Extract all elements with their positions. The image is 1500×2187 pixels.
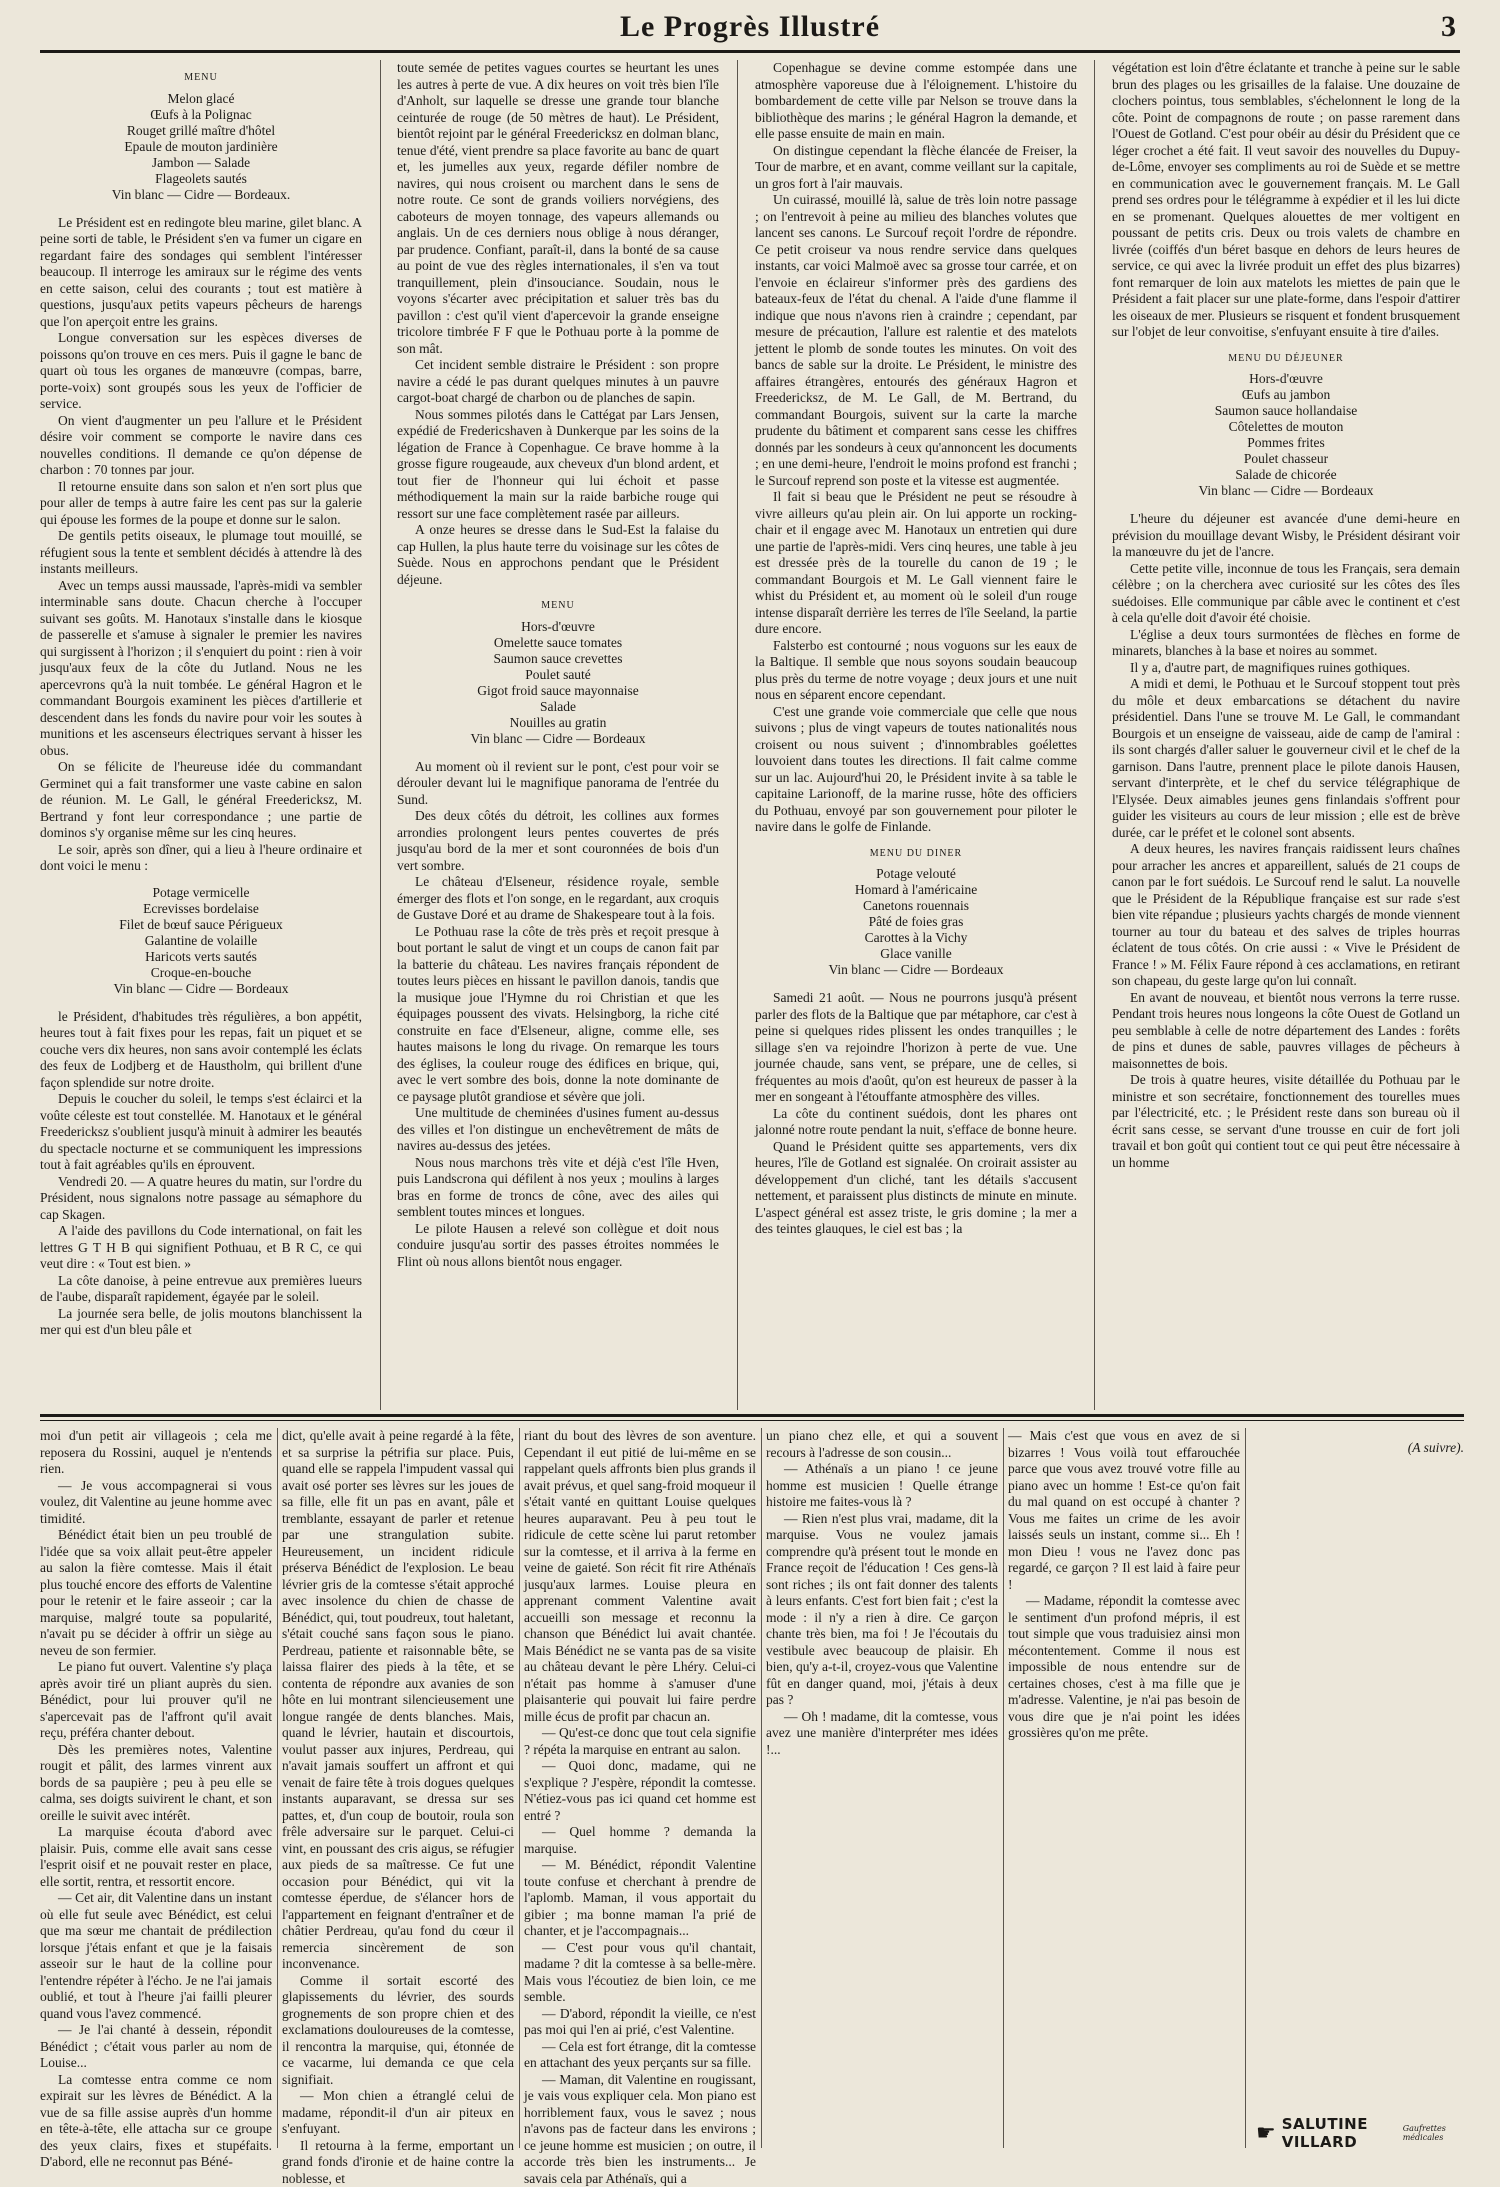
paragraph: — Quoi donc, madame, qui ne s'explique ? J'espère, répondit la comtesse. N'étiez-vous pas ici quand cet homme est entré ? bbox=[524, 1758, 756, 1824]
feuilleton-column-4 bbox=[766, 1428, 998, 2148]
paragraph: Le piano fut ouvert. Valentine s'y plaça après avoir tiré un pliant auprès du sien. Bénédict, pour lui prouver qu'il ne s'apercevait pas de l'affront qu'il avait reçu, préféra chanter debout. bbox=[40, 1659, 272, 1742]
menu-item: Pâté de foies gras bbox=[755, 914, 1077, 930]
column-rule bbox=[519, 1428, 520, 2148]
menu-item: Haricots verts sautés bbox=[40, 949, 362, 965]
paragraph: Cette petite ville, inconnue de tous les Français, sera demain célèbre ; on la cherchera avec curiosité sur les côtes des îles suédoises. Elle communique par câble avec le continent et c'est à cela qu'elle doit d'avoir été choisie. bbox=[1112, 561, 1460, 627]
paragraph: La côte danoise, à peine entrevue aux premières lueurs de l'aube, disparaît rapidement, égayée par le soleil. bbox=[40, 1273, 362, 1306]
menu-item: Hors-d'œuvre bbox=[397, 619, 719, 635]
paragraph: A l'aide des pavillons du Code international, on fait les lettres G T H B qui signifient Pothuau, et B R C, ce qui veut dire : « Tout est bien. » bbox=[40, 1223, 362, 1273]
paragraph: Bénédict était bien un peu troublé de l'idée que sa voix allait peut-être appeler au salon la fière comtesse. Mais il était plus touché encore des efforts de Valentine pour le retenir et le faire asseoir ; car la marquise, malgré toute sa popularité, n'avait pu se décider à offrir un siège au neveu de son fermier. bbox=[40, 1527, 272, 1659]
paragraph: le Président, d'habitudes très régulières, a bon appétit, heures tout à fait fixes pour les repas, fait un piquet et se couche vers dix heures, non sans avoir contemplé les éclats des feux de Lodjberg et de Haustholm, qui brillent d'une façon splendide sur notre droite. bbox=[40, 1009, 362, 1092]
paragraph: L'église a deux tours surmontées de flèches en forme de minarets, blanches à la base et noires au sommet. bbox=[1112, 627, 1460, 660]
page-title: Le Progrès Illustré bbox=[40, 10, 1460, 44]
menu-item: Hors-d'œuvre bbox=[1112, 371, 1460, 387]
paragraph: On se félicite de l'heureuse idée du commandant Germinet qui a fait transformer une vaste cabine en salon de réunion. M. Le Gall, le général Freedericksz, M. Bertrand y font leur correspondance ; une partie de dominos s'y organise même sur les cinq heures. bbox=[40, 759, 362, 842]
menu-item: Œufs à la Polignac bbox=[40, 107, 362, 123]
paragraph: La comtesse entra comme ce nom expirait sur les lèvres de Bénédict. A la vue de sa fille assise auprès d'un homme en tête-à-tête, elle attacha sur ce groupe des yeux clairs, fixes et stupéfaits. D'abord, elle ne reconnut pas Béné- bbox=[40, 2072, 272, 2171]
menu-item: Glace vanille bbox=[755, 946, 1077, 962]
paragraph: La marquise écouta d'abord avec plaisir. Puis, comme elle avait sans cesse l'esprit oisif et ne pouvait rester en place, elle sortit, rentra, et ressortit encore. bbox=[40, 1824, 272, 1890]
paragraph: riant du bout des lèvres de son aventure. Cependant il eut pitié de lui-même en se rappelant quels affronts bien plus grands il avait prévus, et quel sang-froid moqueur il s'était vanté en quittant Louise quelques heures auparavant. Peu à peu tout le ridicule de cette scène lui parut retomber sur la comtesse, et il arriva à la ferme en veine de gaieté. Son récit fit rire Athénaïs jusqu'aux larmes. Louise pleura en apprenant comment Valentine avait accueilli son message et reconnu la chanson que Bénédict lui avait chantée. Mais Bénédict ne se vanta pas de sa visite au château devant le père Lhéry. Celui-ci n'était pas homme à s'amuser d'une plaisanterie qui pouvait lui faire perdre mille écus de profit par chacun an. bbox=[524, 1428, 756, 1725]
paragraph: Dès les premières notes, Valentine rougit et pâlit, des larmes vinrent aux bords de sa paupière ; peu à peu elle se calma, ses doigts suivirent le chant, et son oreille le suivit avec intérêt. bbox=[40, 1742, 272, 1825]
column-rule bbox=[737, 60, 738, 1410]
paragraph: — Maman, dit Valentine en rougissant, je vais vous expliquer cela. Mon piano est horriblement faux, vous le savez ; nous n'avons pas de facteur dans les environs ; ce jeune homme est musicien ; on outre, il accorde très bien les instruments... Je savais cela par Athénaïs, qui a bbox=[524, 2072, 756, 2187]
paragraph: — Cet air, dit Valentine dans un instant où elle fut seule avec Bénédict, est celui que ma sœur me chantait de prédilection lorsque j'étais enfant et que je la faisais asseoir sur le haut de la colline pour l'entendre répéter à l'écho. Je ne l'ai jamais oublié, et tout à l'heure j'ai failli pleurer quand vous l'avez commencé. bbox=[40, 1890, 272, 2022]
paragraph: — D'abord, répondit la vieille, ce n'est pas moi qui l'en ai prié, c'est Valentine. bbox=[524, 2006, 756, 2039]
paragraph: — Quel homme ? demanda la marquise. bbox=[524, 1824, 756, 1857]
pointing-hand-icon: ☛ bbox=[1256, 2121, 1276, 2146]
paragraph: Des deux côtés du détroit, les collines aux formes arrondies prolongent leurs pentes couvertes de prés jusqu'au bord de la mer et sont couronnées de bois d'un vert sombre. bbox=[397, 808, 719, 874]
paragraph: Nous sommes pilotés dans le Cattégat par Lars Jensen, expédié de Fredericshaven à Dunkerque par les soins de la légation de France à Copenhague. Ce brave homme à la grosse figure rougeaude, aux cheveux d'un blond ardent, et tout fier de l'honneur qui lui échoit et passe méthodiquement la main sur la raide barbiche rouge qui ressort sur une face complètement rasée par ailleurs. bbox=[397, 407, 719, 523]
paragraph: Une multitude de cheminées d'usines fument au-dessus des villes et l'on distingue un enchevêtrement de mâts de navires au-dessus des jetées. bbox=[397, 1105, 719, 1155]
paragraph: Nous nous marchons très vite et déjà c'est l'île Hven, puis Landscrona qui défilent à nos yeux ; moulins à larges bras en forme de troncs de cône, avec des ailes qui semblent toutes minces et longues. bbox=[397, 1155, 719, 1221]
paragraph: Il y a, d'autre part, de magnifiques ruines gothiques. bbox=[1112, 660, 1460, 677]
menu-item: Potage velouté bbox=[755, 866, 1077, 882]
menu-block bbox=[397, 598, 719, 747]
menu-block bbox=[1112, 351, 1460, 500]
paragraph: Le château d'Elseneur, résidence royale, semble émerger des flots et l'on songe, en le regardant, aux croquis de Gustave Doré et au drame de Shakespeare tout à la fois. bbox=[397, 874, 719, 924]
paragraph: A onze heures se dresse dans le Sud-Est la falaise du cap Hullen, la plus haute terre du voisinage sur les côtes de Suède. Nous en approchons pendant que le Président déjeune. bbox=[397, 522, 719, 588]
menu-item: Côtelettes de mouton bbox=[1112, 419, 1460, 435]
menu-item: Rouget grillé maître d'hôtel bbox=[40, 123, 362, 139]
paragraph: On vient d'augmenter un peu l'allure et le Président désire voir comment se comporte le navire dans ces nouvelles conditions. Il demande ce qu'on dépense de charbon : 70 tonnes par jour. bbox=[40, 413, 362, 479]
paragraph: Le Pothuau rase la côte de très près et reçoit presque à bout portant le salut de vingt et un coups de canon fait par la batterie du château. Les navires français répondent de toutes leurs pièces en hissant le pavillon danois, tandis que la musique joue l'Hymne du roi Christian et que les équipages poussent des vivats. Helsingborg, la riche cité construite en face d'Elseneur, aligne, comme elle, ses hautes maisons le long du rivage. On remarque les tours des églises, la couleur rouge des édifices en brique, qui, avec le vert sombre des bois, donne la note dominante de ce paysage plutôt grandiose et sévère que joli. bbox=[397, 924, 719, 1106]
column-rule bbox=[1094, 60, 1095, 1410]
paragraph: Le soir, après son dîner, qui a lieu à l'heure ordinaire et dont voici le menu : bbox=[40, 842, 362, 875]
paragraph: Il fait si beau que le Président ne peut se résoudre à vivre ailleurs qu'au plein air. On lui apporte un rocking-chair et il engage avec M. Hanotaux un entretien qui dure une partie de l'après-midi. Vers cinq heures, une table à jeu est dressée près de la tourelle du canon de 19 ; le commandant Bourgois et M. Le Gall viennent faire le whist du Président et, au moment où le soleil d'un rouge intense disparaît derrière les terres de l'île Seeland, la partie dure encore. bbox=[755, 489, 1077, 638]
menu-item: Vin blanc — Cidre — Bordeaux bbox=[40, 981, 362, 997]
feuilleton-column-2 bbox=[282, 1428, 514, 2148]
paragraph: Falsterbo est contourné ; nous voguons sur les eaux de la Baltique. Il semble que nous soyons soudain beaucoup plus près du terme de notre voyage ; deux jours et une nuit nous en séparent encore cependant. bbox=[755, 638, 1077, 704]
masthead bbox=[40, 6, 1460, 53]
menu-block bbox=[40, 885, 362, 997]
menu-block bbox=[40, 70, 362, 203]
page-number: 3 bbox=[1441, 10, 1456, 44]
menu-title: MENU bbox=[40, 70, 362, 87]
paragraph: Le pilote Hausen a relevé son collègue et doit nous conduire jusqu'au sortir des passes étroites nommées le Flint où nous allons bientôt nous engager. bbox=[397, 1221, 719, 1271]
feuilleton-column-5 bbox=[1008, 1428, 1240, 2148]
paragraph: Cet incident semble distraire le Président : son propre navire a cédé le pas durant quelques minutes à un pauvre cargot-boat chargé de charbon ou de planches de sapin. bbox=[397, 357, 719, 407]
column-rule bbox=[1245, 1428, 1246, 2148]
paragraph: dict, qu'elle avait à peine regardé à la fête, et sa surprise la pétrifia sur place. Puis, quand elle se rappela l'impudent vassal qui avait osé porter ses lèvres sur les joues de sa fille, elle fit un pas en avant, pâle et tremblante, essayant de parler et retenue par une strangulation subite. Heureusement, un incident ridicule préserva Bénédict de l'explosion. Le beau lévrier gris de la comtesse s'était approché avec insolence du chien de chasse de Bénédict, qui, tout poudreux, tout haletant, s'était couché sans façon sous le piano. Perdreau, patiente et raisonnable bête, se laissa flairer des pieds à la tête, et se contenta de répondre aux avanies de son hôte en lui montrant silencieusement une longue rangée de dents blanches. Mais, quand le lévrier, hautain et discourtois, voulut passer aux injures, Perdreau, qui n'avait jamais souffert un affront et qui venait de faire tête à trois dogues quelques instants auparavant, se dressa sur ses pattes, et, d'un coup de boutoir, roula son frêle adversaire sur le parquet. Celui-ci vint, en poussant des cris aigus, se réfugier aux pieds de sa maîtresse. Ce fut une occasion pour Bénédict, qui vit la comtesse éperdue, de s'élancer hors de l'appartement en feignant d'entraîner et de châtier Perdreau, qu'au fond du cœur il remercia sincèrement de son inconvenance. bbox=[282, 1428, 514, 1973]
paragraph: — Rien n'est plus vrai, madame, dit la marquise. Vous ne voulez jamais comprendre qu'à présent tout le monde en France reçoit de l'éducation ! Ces gens-là sont riches ; ils ont fait donner des talents à leurs enfants. C'est fort bien fait ; c'est la mode : il n'y a rien à dire. Ce garçon chante très bien, ma foi ! Je l'écoutais du vestibule avec beaucoup de plaisir. Eh bien, qu'y a-t-il, croyez-vous que Valentine fût en danger quand, moi, j'étais à deux pas ? bbox=[766, 1511, 998, 1709]
paragraph: Copenhague se devine comme estompée dans une atmosphère vaporeuse due à l'éloignement. L'histoire du bombardement de cette ville par Nelson se trouve dans la bibliothèque des marins ; le général Hagron la demande, et elle passe ensuite de main en main. bbox=[755, 60, 1077, 143]
paragraph: — Je l'ai chanté à dessein, répondit Bénédict ; c'était vous parler au nom de Louise... bbox=[40, 2022, 272, 2072]
to-be-continued: (A suivre). bbox=[1250, 1440, 1464, 1457]
paragraph: C'est une grande voie commerciale que celle que nous suivons ; plus de vingt vapeurs de toutes nationalités nous croisent ou nous suivent ; d'innombrables goélettes louvoient dans toutes les directions. Il fait calme comme sur un lac. Aujourd'hui 20, le Président invite à sa table le capitaine Larionoff, de la marine russe, hôte des officiers du Pothuau, envoyé par son gouvernement pour piloter le navire dans le golfe de Finlande. bbox=[755, 704, 1077, 836]
paragraph: A deux heures, les navires français raidissent leurs chaînes pour arracher les ancres et appareillent, salués de 21 coups de canon par le fort suédois. Le Surcouf rend le salut. La nouvelle que le Président de la République française est sur rade s'est bien vite répandue ; plusieurs yachts chargés de monde viennent tourner au tour du bateau et des salves de triples hourras éclatent de tous côtés. On crie aussi : « Vive le Président de France ! » M. Félix Faure répond à ces acclamations, en retirant son chapeau, du geste large qu'on lui connaît. bbox=[1112, 841, 1460, 990]
article-column-1 bbox=[40, 60, 362, 1410]
menu-item: Vin blanc — Cidre — Bordeaux. bbox=[40, 187, 362, 203]
menu-item: Jambon — Salade bbox=[40, 155, 362, 171]
paragraph: Vendredi 20. — A quatre heures du matin, sur l'ordre du Président, nous signalons notre passage au sémaphore du cap Skagen. bbox=[40, 1174, 362, 1224]
menu-item: Carottes à la Vichy bbox=[755, 930, 1077, 946]
paragraph: végétation est loin d'être éclatante et tranche à peine sur le sable brun des plages ou les grisailles de la falaise. Une douzaine de clochers pointus, tous semblables, s'échelonnent le long de la côte. Point de compagnons de route ; on passe rarement dans l'Ouest de Gotland. C'est pour obéir au désir du Président que ce léger crochet a été fait. Il veut savoir des nouvelles du Dupuy-de-Lôme, envoyer ses compliments au roi de Suède et se mettre en communication avec le gouvernement français. M. Le Gall prend ses ordres pour le télégramme à expédier et il les lui dicte en se promenant. Quelques alouettes de mer voltigent en poussant de petits cris. Deux ou trois valets de chambre en livrée (coiffés d'un béret basque en dehors de leurs heures de service, ce qui avec la livrée produit un effet des plus bizarres) font remarquer de loin aux matelots les miettes de pain que le Président a fait placer sur une plate-forme, dans l'espoir d'attirer les oiseaux de mer. Plusieurs se risquent et fondent brusquement sur l'objet de leur convoitise, s'enfuyant ensuite à tire d'ailes. bbox=[1112, 60, 1460, 341]
paragraph: toute semée de petites vagues courtes se heurtant les unes les autres à perte de vue. A dix heures on voit très bien l'île d'Anholt, sur laquelle se dresse une grande tour blanche ceinturée de rouge (de 50 mètres de haut). Le Président, bientôt rejoint par le général Freedericksz en dolman blanc, tenue d'été, vient prendre sa place favorite au banc de quart et, les jumelles aux yeux, regarde défiler nombre de navires, qui nous croisent ou marchent dans le sens de notre route. Ce sont de grands voiliers norvégiens, des caboteurs de moyen tonnage, des vapeurs allemands ou anglais. Un de ces derniers nous oblige à nous déranger, par prudence. Confiant, paraît-il, dans la bonté de sa cause au point de vue des règles internationales, il s'en va tout tranquillement, plein d'insouciance. Soudain, nous le voyons s'écarter avec précipitation et saluer très bas du pavillon : c'est qu'il vient d'apercevoir la grande enseigne tricolore timbrée F F que le Pothuau porte à la pomme de son mât. bbox=[397, 60, 719, 357]
menu-item: Poulet sauté bbox=[397, 667, 719, 683]
section-divider bbox=[40, 1420, 1464, 1421]
article-column-3 bbox=[755, 60, 1077, 1410]
paragraph: — Cela est fort étrange, dit la comtesse en attachant des yeux perçants sur sa fille. bbox=[524, 2039, 756, 2072]
feuilleton-column-6 bbox=[1250, 1428, 1464, 2148]
ad-brand: SALUTINE VILLARD bbox=[1282, 2115, 1397, 2151]
menu-item: Pommes frites bbox=[1112, 435, 1460, 451]
column-rule bbox=[761, 1428, 762, 2148]
menu-title: MENU DU DÉJEUNER bbox=[1112, 351, 1460, 368]
menu-item: Epaule de mouton jardinière bbox=[40, 139, 362, 155]
paragraph: On distingue cependant la flèche élancée de Freiser, la Tour de marbre, et en avant, comme veillant sur la capitale, un gros fort à l'air mauvais. bbox=[755, 143, 1077, 193]
paragraph: un piano chez elle, et qui a souvent recours à l'adresse de son cousin... bbox=[766, 1428, 998, 1461]
paragraph: L'heure du déjeuner est avancée d'une demi-heure en prévision du mouillage devant Wisby, le Président désirant voir la manœuvre du jet de l'ancre. bbox=[1112, 511, 1460, 561]
feuilleton-column-3 bbox=[524, 1428, 756, 2148]
paragraph: Un cuirassé, mouillé là, salue de très loin notre passage ; on l'entrevoit à peine au milieu des blanches volutes que lancent ses canons. Le Surcouf reçoit l'ordre de répondre. Ce petit croiseur va nous rendre service dans quelques instants, car voici Malmoë avec sa grosse tour carrée, et on l'envoie en éclaireur s'informer près des gardiens des bateaux-feux de l'état du chenal. A l'aide d'une flamme il indique que nous n'avons rien à craindre ; cependant, par mesure de précaution, l'allure est ralentie et des matelots jettent le plomb de sonde toutes les minutes. On voit des bancs de sable sur la droite. Le Président, le ministre des affaires étrangères, entourés des généraux Hagron et Freedericksz, de M. Le Gall, de M. Bertrand, du commandant Bourgois, suivent sur la carte la marche prudente du bâtiment et comparent sans cesse les chiffres donnés par les sondeurs à ceux qu'annoncent les documents ; en une demi-heure, l'endroit le moins profond est franchi ; le Surcouf reprend son poste et la vitesse est augmentée. bbox=[755, 192, 1077, 489]
paragraph: De trois à quatre heures, visite détaillée du Pothuau par le ministre et son secrétaire, fonctionnement des tourelles mues par l'électricité, etc. ; le Président reste dans son bureau où il écrit sans cesse, se servant d'une trousse en cuir de fort joli travail et bon goût qui contient tout ce qui peut être nécessaire à un homme bbox=[1112, 1072, 1460, 1171]
column-rule bbox=[380, 60, 381, 1410]
section-divider bbox=[40, 1414, 1464, 1417]
paragraph: — Madame, répondit la comtesse avec le sentiment d'un profond mépris, il est tout simple que vous traduisiez ainsi mon mécontentement. Comme il nous est impossible de nous entendre sur de certaines choses, c'est à ma fille que je m'adresse. Valentine, je n'ai pas besoin de vous dire que je n'ai point les idées grossières qu'on me prête. bbox=[1008, 1593, 1240, 1742]
menu-item: Salade bbox=[397, 699, 719, 715]
article-column-4 bbox=[1112, 60, 1460, 1410]
menu-item: Vin blanc — Cidre — Bordeaux bbox=[1112, 483, 1460, 499]
paragraph: Depuis le coucher du soleil, le temps s'est éclairci et la voûte céleste est tout constellée. M. Hanotaux et le général Freedericksz s'oublient jusqu'à minuit à admirer les beautés du spectacle nocturne et se communiquent les impressions tout à fait agréables qu'ils en éprouvent. bbox=[40, 1091, 362, 1174]
menu-item: Melon glacé bbox=[40, 91, 362, 107]
menu-title: MENU bbox=[397, 598, 719, 615]
article-column-2 bbox=[397, 60, 719, 1410]
menu-item: Vin blanc — Cidre — Bordeaux bbox=[397, 731, 719, 747]
paragraph: Il retourne ensuite dans son salon et n'en sort plus que pour aller de temps à autre faire les cent pas sur la galerie qui épouse les formes de la poupe et donne sur le salon. bbox=[40, 479, 362, 529]
menu-item: Saumon sauce hollandaise bbox=[1112, 403, 1460, 419]
paragraph: Avec un temps aussi maussade, l'après-midi va sembler interminable sans doute. Chacun cherche à l'occuper suivant ses goûts. M. Hanotaux s'installe dans le kiosque de passerelle et s'amuse à signaler le premier les navires qui surgissent à l'horizon ; il s'enquiert du point : rien à voir jusqu'aux feux de la côte du Jutland. Nous ne les apercevrons qu'à la nuit tombée. Le général Hagron et le commandant Bourgois examinent les pièces d'artillerie et descendent dans les fonds du navire pour voir les soutes à munitions et les ascenseurs électriques servant à hisser les obus. bbox=[40, 578, 362, 760]
menu-item: Flageolets sautés bbox=[40, 171, 362, 187]
menu-item: Potage vermicelle bbox=[40, 885, 362, 901]
menu-item: Poulet chasseur bbox=[1112, 451, 1460, 467]
paragraph: moi d'un petit air villageois ; cela me reposera du Rossini, auquel je n'entends rien. bbox=[40, 1428, 272, 1478]
column-rule bbox=[277, 1428, 278, 2148]
paragraph: De gentils petits oiseaux, le plumage tout mouillé, se réfugient sous la tente et semblent décidés à attendre là des instants meilleurs. bbox=[40, 528, 362, 578]
paragraph: — Oh ! madame, dit la comtesse, vous avez une manière d'interpréter mes idées !... bbox=[766, 1709, 998, 1759]
paragraph: — Mais c'est que vous en avez de si bizarres ! Vous voilà tout effarouchée parce que vous avez trouvé votre fille au piano avec un homme ! Est-ce qu'on fait du mal quand on est occupé à chanter ? Vous me faites un crime de les avoir laissés seuls un instant, comme si... Eh ! mon Dieu ! vous ne l'avez donc pas regardé, ce garçon ? Il est laid à faire peur ! bbox=[1008, 1428, 1240, 1593]
menu-item: Gigot froid sauce mayonnaise bbox=[397, 683, 719, 699]
paragraph: Il retourna à la ferme, emportant un grand fonds d'ironie et de haine contre la noblesse, et bbox=[282, 2138, 514, 2187]
menu-item: Omelette sauce tomates bbox=[397, 635, 719, 651]
paragraph: Le Président est en redingote bleu marine, gilet blanc. A peine sorti de table, le Président s'en va fumer un cigare en regardant faire des sondages qui semblent l'intéresser beaucoup. Il interroge les amiraux sur le régime des vents en cette saison, celui des courants ; tout est matière à questions, jusqu'aux petits vapeurs pêcheurs de harengs que l'on aperçoit entre les grains. bbox=[40, 215, 362, 331]
menu-item: Homard à l'américaine bbox=[755, 882, 1077, 898]
paragraph: — Je vous accompagnerai si vous voulez, dit Valentine au jeune homme avec timidité. bbox=[40, 1478, 272, 1528]
menu-item: Vin blanc — Cidre — Bordeaux bbox=[755, 962, 1077, 978]
paragraph: La côte du continent suédois, dont les phares ont jalonné notre route pendant la nuit, s'efface de bonne heure. bbox=[755, 1106, 1077, 1139]
ad-tagline: Gaufrettes médicales bbox=[1403, 2124, 1462, 2142]
menu-item: Nouilles au gratin bbox=[397, 715, 719, 731]
paragraph: La journée sera belle, de jolis moutons blanchissent la mer qui est d'un bleu pâle et bbox=[40, 1306, 362, 1339]
paragraph: Au moment où il revient sur le pont, c'est pour voir se dérouler devant lui le magnifique panorama de l'entrée du Sund. bbox=[397, 759, 719, 809]
paragraph: — C'est pour vous qu'il chantait, madame ? dit la comtesse à sa belle-mère. Mais vous l'écoutiez de bien loin, ce me semble. bbox=[524, 1940, 756, 2006]
paragraph: — Athénaïs a un piano ! ce jeune homme est musicien ! Quelle étrange histoire me faites-vous là ? bbox=[766, 1461, 998, 1511]
paragraph: Quand le Président quitte ses appartements, vers dix heures, l'île de Gotland est signalée. On croirait assister au développement d'un cliché, tant les détails s'accusent nettement, et paraissent plus distincts de minute en minute. L'aspect général est assez triste, le gris domine ; la mer a des teintes glauques, le ciel est bas ; la bbox=[755, 1139, 1077, 1238]
menu-item: Œufs au jambon bbox=[1112, 387, 1460, 403]
paragraph: — Qu'est-ce donc que tout cela signifie ? répéta la marquise en entrant au salon. bbox=[524, 1725, 756, 1758]
paragraph: Comme il sortait escorté des glapissements du lévrier, des sourds grognements de son propre chien et des exclamations douloureuses de la comtesse, il rencontra la marquise, qui, étonnée de ce vacarme, lui demanda ce que cela signifiait. bbox=[282, 1973, 514, 2089]
paragraph: — Mon chien a étranglé celui de madame, répondit-il d'un air piteux en s'enfuyant. bbox=[282, 2088, 514, 2138]
menu-title: MENU DU DINER bbox=[755, 846, 1077, 863]
menu-item: Salade de chicorée bbox=[1112, 467, 1460, 483]
menu-item: Croque-en-bouche bbox=[40, 965, 362, 981]
menu-item: Canetons rouennais bbox=[755, 898, 1077, 914]
paragraph: Samedi 21 août. — Nous ne pourrons jusqu'à présent parler des flots de la Baltique que par métaphore, car c'est à peine si quelques rides plissent les ondes tranquilles ; le sillage s'en va rejoindre l'horizon à perte de vue. Une journée chaude, sans vent, se prépare, une de celles, si fréquentes au mois d'août, qu'on est heureux de passer à la mer en songeant à l'étouffante atmosphère des villes. bbox=[755, 990, 1077, 1106]
menu-block bbox=[755, 846, 1077, 979]
advertisement bbox=[1256, 2118, 1462, 2148]
paragraph: Longue conversation sur les espèces diverses de poissons qu'on trouve en ces mers. Puis il gagne le banc de quart où tous les organes de manœuvre (compas, barre, porte-voix) sont groupés sous les yeux de l'officier de service. bbox=[40, 330, 362, 413]
paragraph: En avant de nouveau, et bientôt nous verrons la terre russe. Pendant trois heures nous longeons la côte Ouest de Gotland un peu semblable à celle de notre département des Landes : forêts de pins et dunes de sable, pauvres villages de pêcheurs à maisonnettes de bois. bbox=[1112, 990, 1460, 1073]
menu-item: Ecrevisses bordelaise bbox=[40, 901, 362, 917]
menu-item: Filet de bœuf sauce Périgueux bbox=[40, 917, 362, 933]
paragraph: A midi et demi, le Pothuau et le Surcouf stoppent tout près du môle et deux embarcations se détachent du navire présidentiel. Dans l'une se trouve M. Le Gall, le commandant Bourgois et un enseigne de vaisseau, aide de camp de l'amiral : ils sont chargés d'aller saluer le gouverneur civil et le chef de la garnison. Dans l'autre, prennent place le pilote danois Hausen, servant d'interprète, et le chef du service télégraphique de l'Elysée. Deux aimables jeunes gens finlandais s'offrent pour guider les visiteurs au cours de leur mission ; elle est de brève durée, car le préfet et le colonel sont absents. bbox=[1112, 676, 1460, 841]
column-rule bbox=[1003, 1428, 1004, 2148]
menu-item: Saumon sauce crevettes bbox=[397, 651, 719, 667]
paragraph: — M. Bénédict, répondit Valentine toute confuse et cherchant à prendre de l'aplomb. Maman, il vous apportait du gibier ; ma bonne maman l'a prié de chanter, et je l'accompagnais... bbox=[524, 1857, 756, 1940]
feuilleton-column-1 bbox=[40, 1428, 272, 2148]
menu-item: Galantine de volaille bbox=[40, 933, 362, 949]
